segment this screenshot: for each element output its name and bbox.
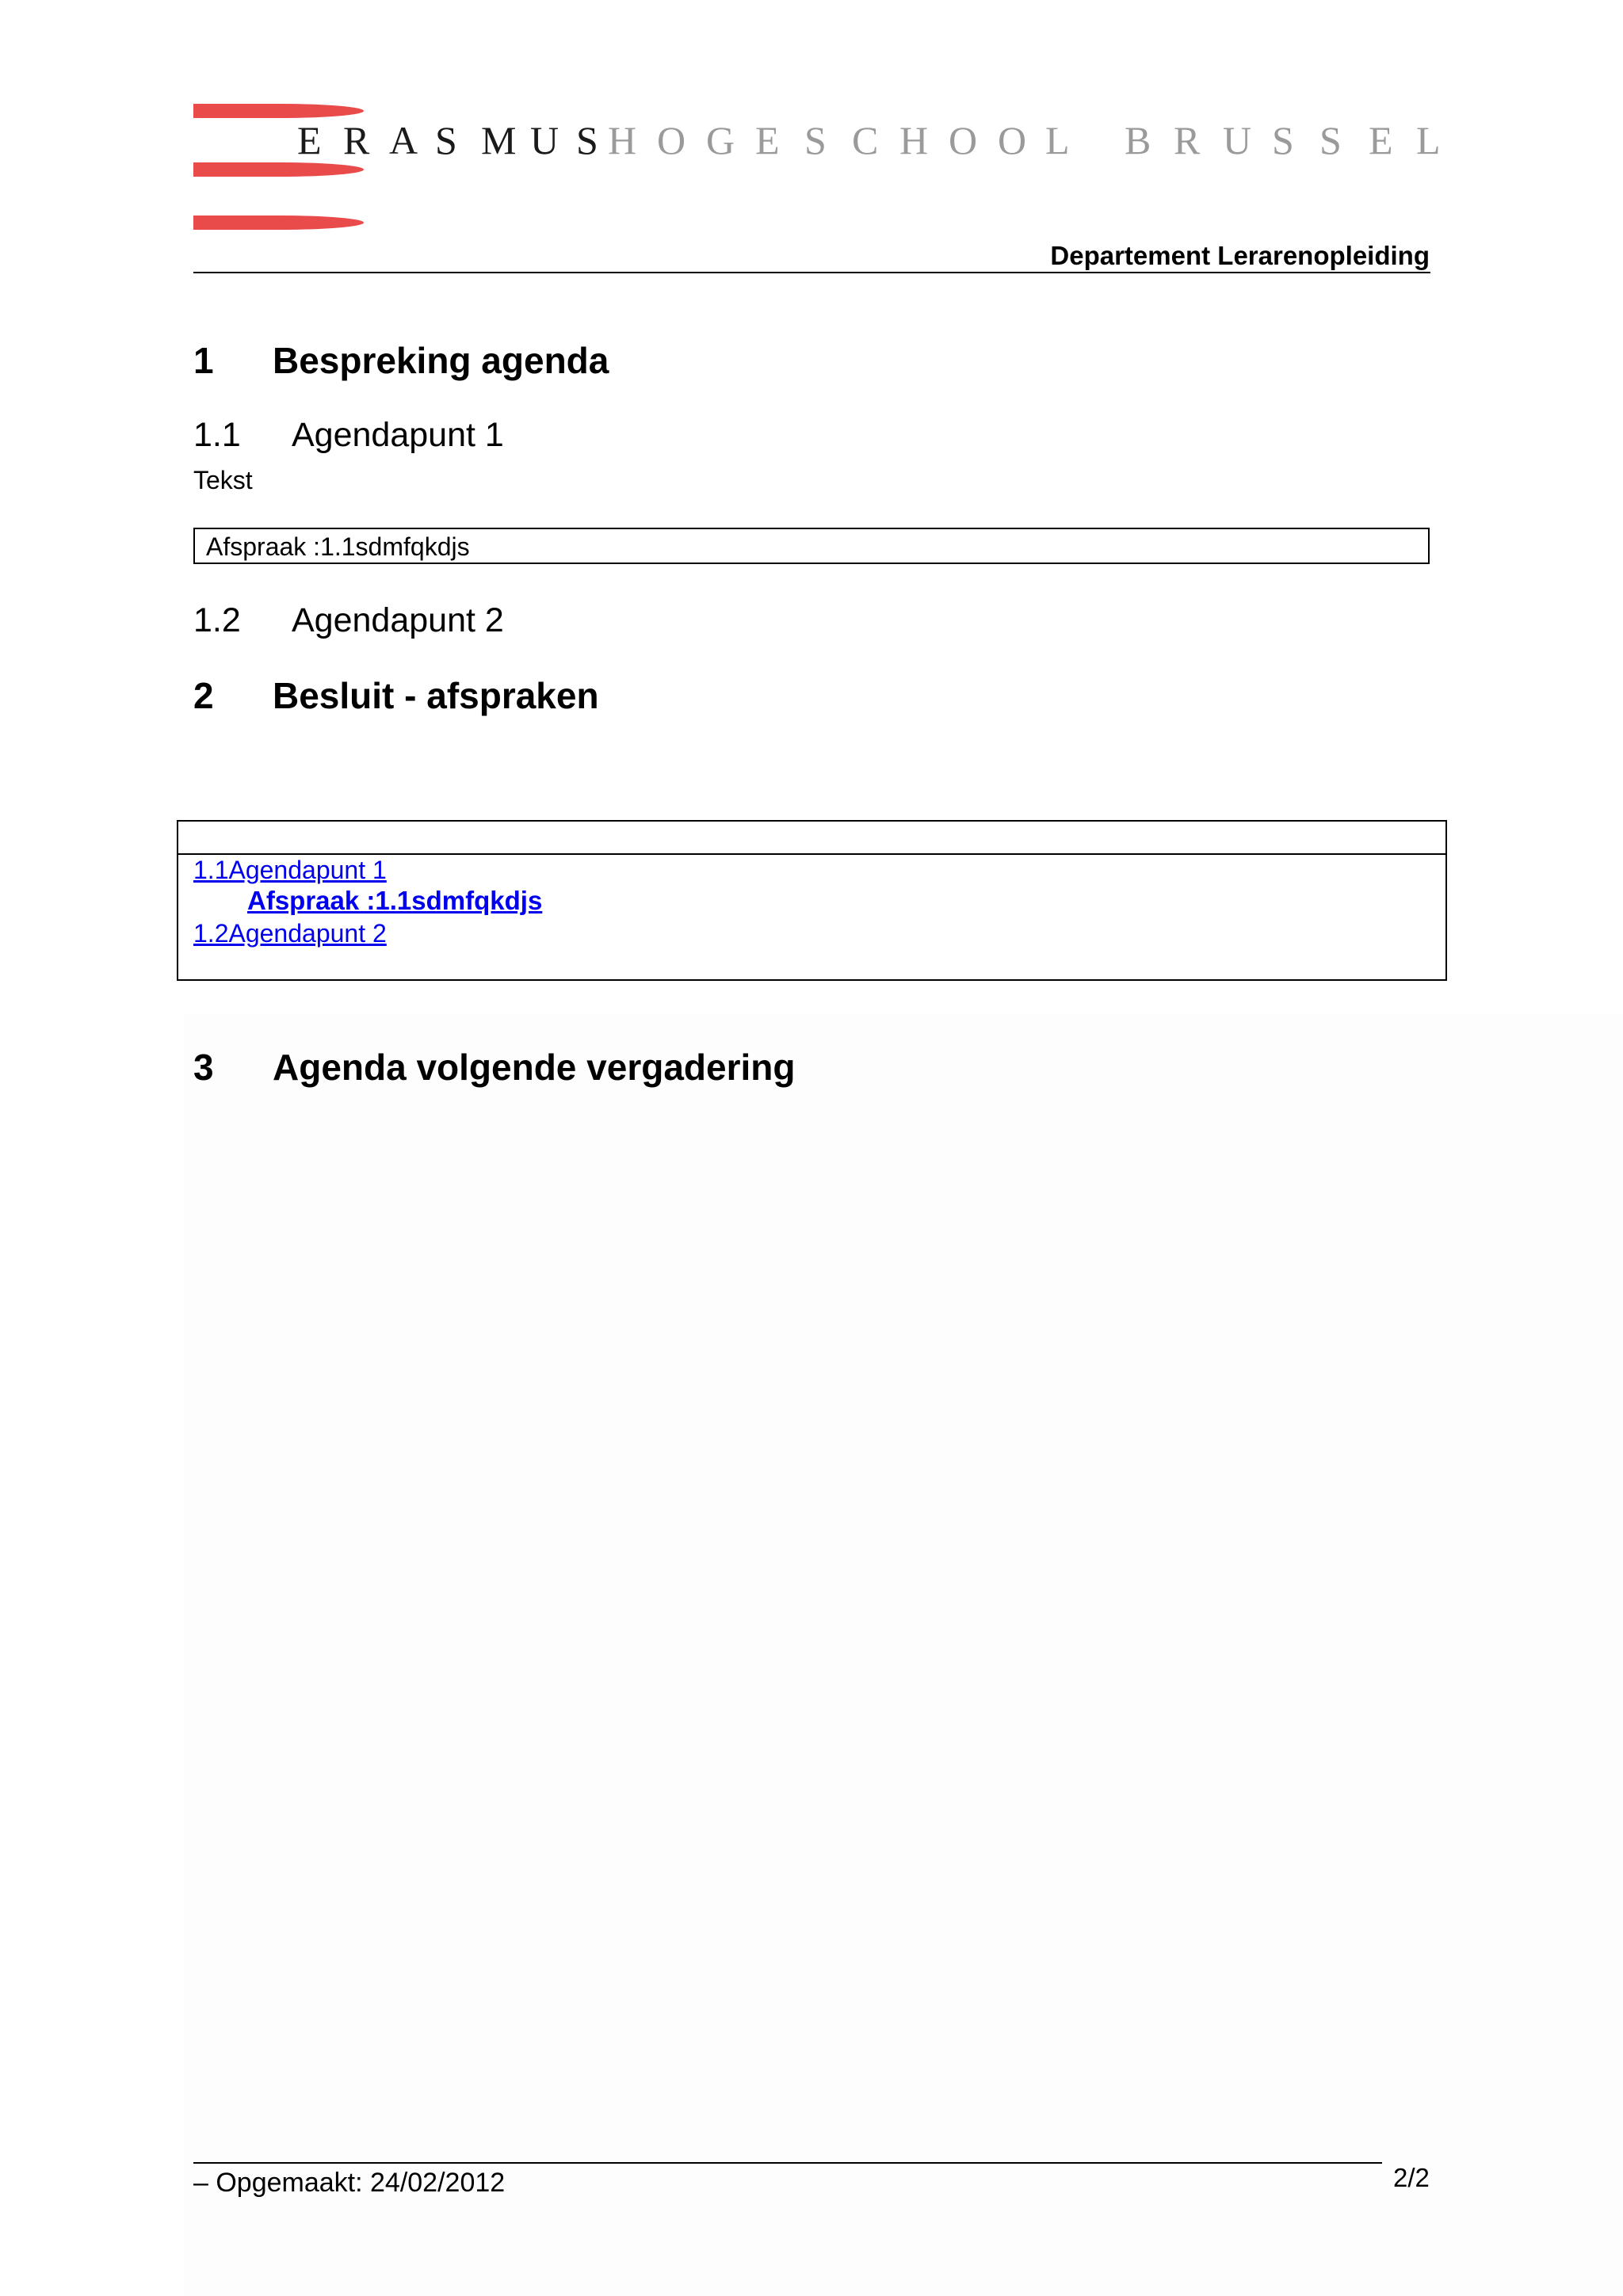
section-heading-2 bbox=[193, 674, 599, 717]
link-agendapunt-2[interactable]: 1.2Agendapunt 2 bbox=[193, 919, 387, 948]
logo-stripe bbox=[193, 162, 364, 177]
agreement-box: Afspraak :1.1sdmfqkdjs bbox=[193, 528, 1430, 564]
page-number: 2/2 bbox=[1393, 2163, 1430, 2192]
logo-word-hogeschool: H O G E S C H O O L bbox=[608, 118, 1070, 162]
heading-number: 1 bbox=[193, 340, 214, 381]
link-agendapunt-1[interactable]: 1.1Agendapunt 1 bbox=[193, 856, 387, 884]
heading-title: Besluit - afspraken bbox=[273, 675, 599, 716]
logo-word-erasmus: E R A S M U S bbox=[297, 118, 598, 162]
link-afspraak[interactable]: Afspraak :1.1sdmfqkdjs bbox=[247, 886, 543, 915]
logo-stripe bbox=[193, 104, 364, 118]
section-heading-1 bbox=[193, 339, 609, 382]
subsection-heading-1-1 bbox=[193, 416, 504, 455]
heading-number: 2 bbox=[193, 675, 214, 716]
department-name: Departement Lerarenopleiding bbox=[1050, 241, 1430, 270]
footer-rule bbox=[193, 2162, 1382, 2164]
body-text: Tekst bbox=[193, 466, 253, 494]
heading-title: Agendapunt 1 bbox=[292, 416, 504, 454]
logo-word-brussel: B R U S S E L bbox=[1125, 118, 1441, 162]
section-heading-3 bbox=[193, 1046, 795, 1089]
heading-title: Bespreking agenda bbox=[273, 340, 609, 381]
heading-title: Agenda volgende vergadering bbox=[273, 1047, 796, 1088]
subsection-heading-1-2 bbox=[193, 601, 504, 640]
heading-number: 1.2 bbox=[193, 601, 241, 639]
heading-number: 1.1 bbox=[193, 416, 241, 454]
heading-number: 3 bbox=[193, 1047, 214, 1088]
footer-created-date: – Opgemaakt: 24/02/2012 bbox=[193, 2168, 506, 2198]
logo-stripe bbox=[193, 215, 364, 230]
page-background bbox=[184, 1014, 1623, 2296]
heading-title: Agendapunt 2 bbox=[292, 601, 504, 639]
logo-wordmark bbox=[297, 117, 1441, 163]
header-rule bbox=[193, 272, 1430, 273]
table-header-row bbox=[178, 822, 1445, 855]
